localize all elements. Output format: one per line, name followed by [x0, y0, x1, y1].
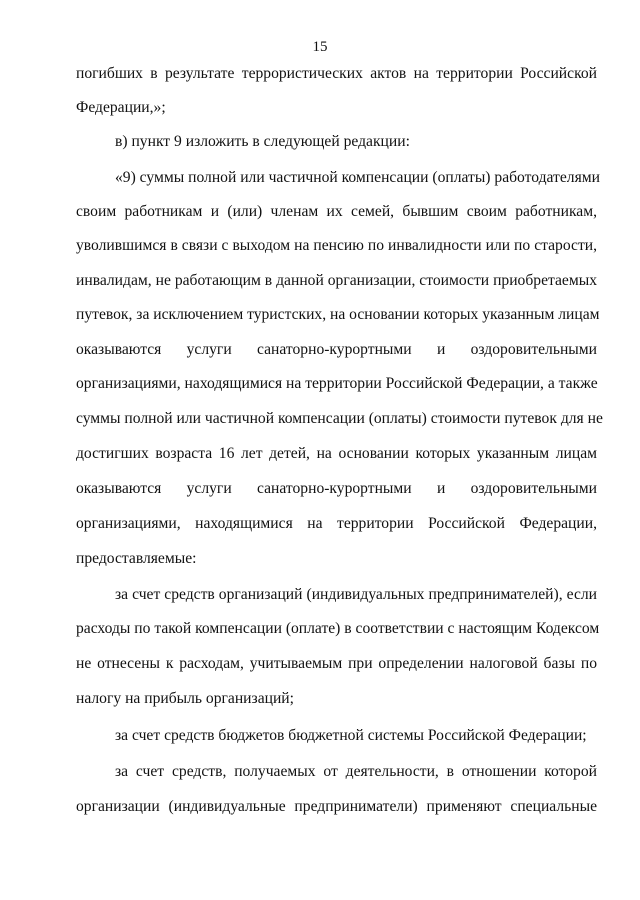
page-number: 15: [312, 39, 328, 55]
text-line: организации (индивидуальные предприниматели) применяют специальные: [76, 798, 597, 815]
text-line: предоставляемые:: [76, 550, 197, 567]
text-line: инвалидам, не работающим в данной организации, стоимости приобретаемых: [76, 272, 597, 289]
text-line: погибших в результате террористических актов на территории Российской: [76, 65, 597, 82]
text-line: своим работникам и (или) членам их семей, бывшим своим работникам,: [76, 203, 597, 220]
text-line: путевок, за исключением туристских, на основании которых указанным лицам: [76, 306, 600, 323]
text-line: не отнесены к расходам, учитываемым при определении налоговой базы по: [76, 655, 597, 672]
text-line: за счет средств бюджетов бюджетной системы Российской Федерации;: [115, 727, 587, 744]
text-line: суммы полной или частичной компенсации (оплаты) стоимости путевок для не: [76, 410, 603, 427]
text-line: в) пункт 9 изложить в следующей редакции:: [115, 133, 410, 150]
text-line: оказываются услуги санаторно-курортными и оздоровительными: [76, 480, 597, 497]
text-line: оказываются услуги санаторно-курортными и оздоровительными: [76, 341, 597, 358]
text-line: за счет средств организаций (индивидуальных предпринимателей), если: [115, 586, 597, 603]
text-line: организациями, находящимися на территории Российской Федерации, а также: [76, 375, 598, 392]
text-line: расходы по такой компенсации (оплате) в соответствии с настоящим Кодексом: [76, 620, 600, 637]
text-line: организациями, находящимися на территории Российской Федерации,: [76, 515, 597, 532]
text-line: «9) суммы полной или частичной компенсации (оплаты) работодателями: [115, 169, 600, 186]
text-line: достигших возраста 16 лет детей, на основании которых указанным лицам: [76, 445, 597, 462]
text-line: Федерации,»;: [76, 99, 166, 116]
text-line: уволившимся в связи с выходом на пенсию по инвалидности или по старости,: [76, 237, 597, 254]
text-line: за счет средств, получаемых от деятельности, в отношении которой: [115, 763, 597, 780]
text-line: налогу на прибыль организаций;: [76, 690, 294, 707]
